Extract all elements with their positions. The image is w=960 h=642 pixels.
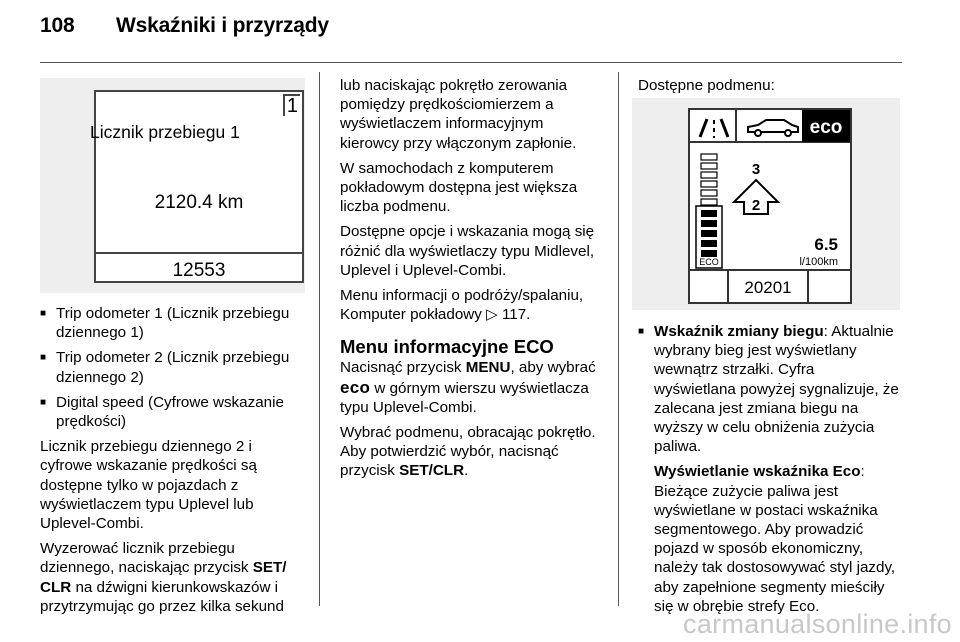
- paragraph: Wybrać podmenu, obracając pokrętło. Aby potwierdzić wybór, nacisnąć przycisk SET/CLR.: [340, 424, 596, 480]
- tab-eco: eco: [809, 117, 843, 138]
- current-gear: 2: [751, 197, 761, 214]
- term: Wskaźnik zmiany biegu: [654, 323, 824, 340]
- list-item: ■ Digital speed (Cyfrowe wskazanie prędkości): [40, 393, 308, 431]
- recommended-gear: 3: [751, 161, 761, 178]
- eco-zone-label: ECO: [699, 257, 719, 267]
- eco-display-graphic: [690, 110, 850, 302]
- key-label: SET/CLR: [399, 462, 465, 480]
- key-label: MENU: [465, 359, 511, 377]
- page-number: 108: [40, 14, 75, 37]
- list-item: ■ Wskaźnik zmiany biegu: Aktualnie wybrany bieg jest wyświetlany wewnątrz strzałki. Cyfra wyświetlana powyżej sygnalizuje, że zalecana jest zmiana biegu na wyższy w celu obniżenia zużycia paliwa.: [638, 322, 900, 456]
- car-icon: [748, 120, 798, 136]
- page-reference: ▷ 117.: [486, 306, 531, 324]
- consumption-unit: l/100km: [799, 256, 838, 268]
- column-divider-2: [618, 72, 619, 606]
- trip-distance: 2120.4 km: [154, 192, 244, 213]
- paragraph: Licznik przebiegu dziennego 2 i cyfrowe wskazanie prędkości są dostępne tylko w pojazdach z wyświetlaczem typu Uplevel lub Uplevel-Combi.: [40, 438, 257, 533]
- paragraph: lub naciskając pokrętło zerowania pomiędzy prędkościomierzem a wyświetlaczem informacyjnym kierowcy przy włączonym zapłonie.: [340, 77, 577, 152]
- paragraph: Wyświetlanie wskaźnika Eco: Bieżące zużycie paliwa jest wyświetlane w postaci wskaźnika segmentowego. Aby prowadzić pojazd w sposób ekonomiczny, należy tak dostosowywać styl jazdy, aby zapełnione segmenty mieściły się w obrębie strefy Eco.: [654, 463, 896, 615]
- list-item: ■ Trip odometer 1 (Licznik przebiegu dziennego 1): [40, 304, 308, 342]
- eco-figure: [632, 98, 900, 310]
- lane-icon: [700, 119, 728, 138]
- eco-label: eco: [340, 377, 371, 397]
- column-1: [40, 304, 308, 622]
- eco-display: [688, 108, 852, 304]
- term: Wyświetlanie wskaźnika Eco: [654, 463, 861, 481]
- trip-title: Licznik przebiegu 1: [90, 122, 240, 142]
- paragraph: Wyzerować licznik przebiegu dziennego, naciskając przycisk SET/ CLR na dźwigni kierunkowskazów i przytrzymując go przez kilka sekund: [40, 540, 287, 615]
- column-3-body: [638, 322, 900, 622]
- odometer-figure: [40, 78, 305, 293]
- watermark: carmanualsonline.info: [683, 609, 952, 639]
- paragraph: W samochodach z komputerem pokładowym dostępna jest większa liczba podmenu.: [340, 159, 578, 216]
- page-header: [40, 14, 329, 38]
- paragraph: Dostępne podmenu:: [638, 77, 775, 94]
- paragraph: Dostępne opcje i wskazania mogą się różnić dla wyświetlaczy typu Midlevel, Uplevel i Uplevel-Combi.: [340, 223, 595, 279]
- display-separator: [96, 252, 302, 254]
- section-heading: Menu informacyjne ECO: [340, 336, 554, 358]
- consumption-value: 6.5: [814, 235, 838, 254]
- key-label: SET/ CLR: [40, 559, 287, 596]
- trip-index: 1: [283, 94, 300, 116]
- page-title: Wskaźniki i przyrządy: [116, 14, 329, 37]
- odometer-display: [90, 90, 304, 283]
- paragraph: Menu informacji o podróży/spalaniu, Komputer pokładowy ▷ 117.: [340, 287, 584, 324]
- eco-counter: 20201: [744, 278, 792, 297]
- odometer-counter: 12553: [172, 260, 226, 281]
- header-rule: [40, 62, 902, 63]
- column-divider-1: [319, 72, 320, 606]
- list-item: ■ Trip odometer 2 (Licznik przebiegu dziennego 2): [40, 348, 308, 386]
- paragraph: Nacisnąć przycisk MENU, aby wybrać eco w górnym wierszu wyświetlacza typu Uplevel-Combi.: [340, 359, 596, 416]
- column-2: [340, 76, 606, 487]
